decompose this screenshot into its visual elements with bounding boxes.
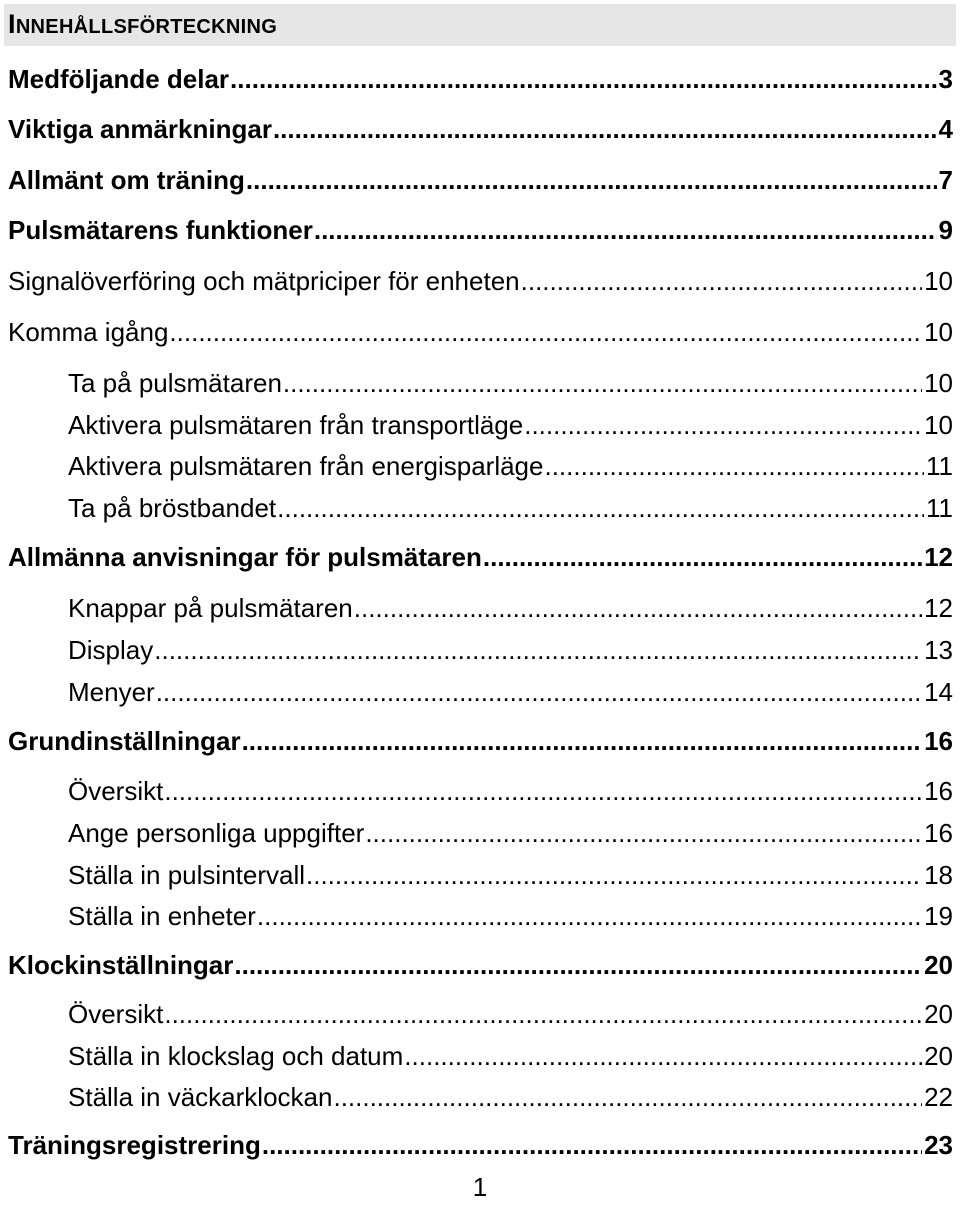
dot-leader xyxy=(234,950,922,981)
toc-entry[interactable] xyxy=(68,999,953,1030)
toc-entry-page: 20 xyxy=(924,950,953,980)
toc-entry-title: Aktivera pulsmätaren från transportläge xyxy=(68,410,524,440)
toc-entry-title: Översikt xyxy=(68,999,164,1029)
dot-leader xyxy=(262,1130,922,1161)
dot-leader xyxy=(306,860,922,891)
toc-entry-title: Aktivera pulsmätaren från energisparläge xyxy=(68,451,544,481)
toc-entry[interactable] xyxy=(68,368,953,399)
dot-leader xyxy=(169,317,922,348)
toc-entry[interactable] xyxy=(68,677,953,708)
toc-entry-title: Ställa in väckarklockan xyxy=(68,1082,333,1112)
toc-entry-page: 9 xyxy=(938,215,953,245)
toc-entry-title: Medföljande delar xyxy=(8,64,230,94)
dot-leader xyxy=(156,677,922,708)
toc-entry-title: Display xyxy=(68,635,154,665)
toc-entry-title: Allmänt om träning xyxy=(8,165,245,195)
toc-entry-title: Knappar på pulsmätaren xyxy=(68,593,353,623)
toc-entry-title: Ställa in klockslag och datum xyxy=(68,1041,404,1071)
toc-entry-page: 16 xyxy=(924,818,953,848)
toc-entry[interactable] xyxy=(8,266,953,297)
toc-entry-page: 10 xyxy=(924,266,953,296)
dot-leader xyxy=(354,593,922,624)
dot-leader xyxy=(483,542,922,573)
toc-entry[interactable] xyxy=(68,860,953,891)
toc-entry-page: 14 xyxy=(924,677,953,707)
dot-leader xyxy=(404,1041,922,1072)
dot-leader xyxy=(164,776,922,807)
dot-leader xyxy=(154,635,922,666)
dot-leader xyxy=(365,818,922,849)
toc-entry[interactable] xyxy=(68,1041,953,1072)
toc-entry-title: Ange personliga uppgifter xyxy=(68,818,365,848)
dot-leader xyxy=(333,1082,922,1113)
dot-leader xyxy=(164,999,922,1030)
toc-heading-rest: NNEHÅLLSFÖRTECKNING xyxy=(15,16,278,38)
toc-entry-title: Komma igång xyxy=(8,317,169,347)
dot-leader xyxy=(242,726,923,757)
toc-entry-page: 3 xyxy=(938,64,953,94)
toc-entry-page: 12 xyxy=(924,593,953,623)
toc-entry-title: Signalöverföring och mätpriciper för enheten xyxy=(8,266,520,296)
toc-entry-page: 11 xyxy=(926,493,953,523)
toc-entry-page: 10 xyxy=(924,317,953,347)
toc-entry-page: 12 xyxy=(924,542,953,572)
toc-entry-page: 20 xyxy=(924,1041,953,1071)
dot-leader xyxy=(246,165,937,196)
toc-entry[interactable] xyxy=(8,64,953,95)
dot-leader xyxy=(314,215,937,246)
toc-entry-title: Ställa in pulsintervall xyxy=(68,860,306,890)
toc-entry-page: 10 xyxy=(924,368,953,398)
toc-entry-title: Menyer xyxy=(68,677,155,707)
toc-entry-title: Klockinställningar xyxy=(8,950,234,980)
toc-entry[interactable] xyxy=(8,215,953,246)
dot-leader xyxy=(277,493,924,524)
toc-entry-page: 19 xyxy=(924,901,953,931)
dot-leader xyxy=(273,114,937,145)
toc-entry[interactable] xyxy=(68,776,953,807)
toc-entry[interactable] xyxy=(68,493,953,524)
toc-entry-title: Viktiga anmärkningar xyxy=(8,114,272,144)
toc-entry-page: 11 xyxy=(926,451,953,481)
page-number: 1 xyxy=(472,1172,488,1202)
toc-entry-title: Ta på bröstbandet xyxy=(68,493,277,523)
toc-entry[interactable] xyxy=(68,593,953,624)
toc-heading-initial: I xyxy=(8,9,16,39)
toc-entry-title: Pulsmätarens funktioner xyxy=(8,215,313,245)
dot-leader xyxy=(283,368,922,399)
toc-entry[interactable] xyxy=(8,1130,953,1161)
toc-entry-page: 23 xyxy=(924,1130,953,1160)
toc-entry-page: 13 xyxy=(924,635,953,665)
dot-leader xyxy=(544,451,924,482)
toc-entry[interactable] xyxy=(8,114,953,145)
toc-entry-page: 16 xyxy=(924,776,953,806)
toc-entry[interactable] xyxy=(68,1082,953,1113)
toc-entry-page: 4 xyxy=(938,114,953,144)
toc-entry[interactable] xyxy=(68,451,953,482)
toc-heading xyxy=(8,9,277,40)
toc-entry[interactable] xyxy=(68,901,953,932)
dot-leader xyxy=(524,410,922,441)
toc-entry[interactable] xyxy=(8,317,953,348)
toc-entry-title: Allmänna anvisningar för pulsmätaren xyxy=(8,542,482,572)
toc-entry-page: 10 xyxy=(924,410,953,440)
toc-entry-page: 22 xyxy=(924,1082,953,1112)
toc-entry-page: 7 xyxy=(938,165,953,195)
toc-entry[interactable] xyxy=(8,950,953,981)
toc-entry[interactable] xyxy=(68,635,953,666)
dot-leader xyxy=(521,266,922,297)
toc-entry[interactable] xyxy=(8,542,953,573)
toc-entry-title: Träningsregistrering xyxy=(8,1130,261,1160)
toc-entry[interactable] xyxy=(8,726,953,757)
toc-entry-title: Grundinställningar xyxy=(8,726,241,756)
toc-entry-page: 16 xyxy=(924,726,953,756)
toc-entry[interactable] xyxy=(8,165,953,196)
toc-entry[interactable] xyxy=(68,410,953,441)
toc-entry-page: 18 xyxy=(924,860,953,890)
toc-entry-title: Ta på pulsmätaren xyxy=(68,368,282,398)
toc-entry[interactable] xyxy=(68,818,953,849)
toc-entry-title: Översikt xyxy=(68,776,164,806)
dot-leader xyxy=(230,64,936,95)
toc-entry-title: Ställa in enheter xyxy=(68,901,256,931)
dot-leader xyxy=(257,901,922,932)
toc-entry-page: 20 xyxy=(924,999,953,1029)
